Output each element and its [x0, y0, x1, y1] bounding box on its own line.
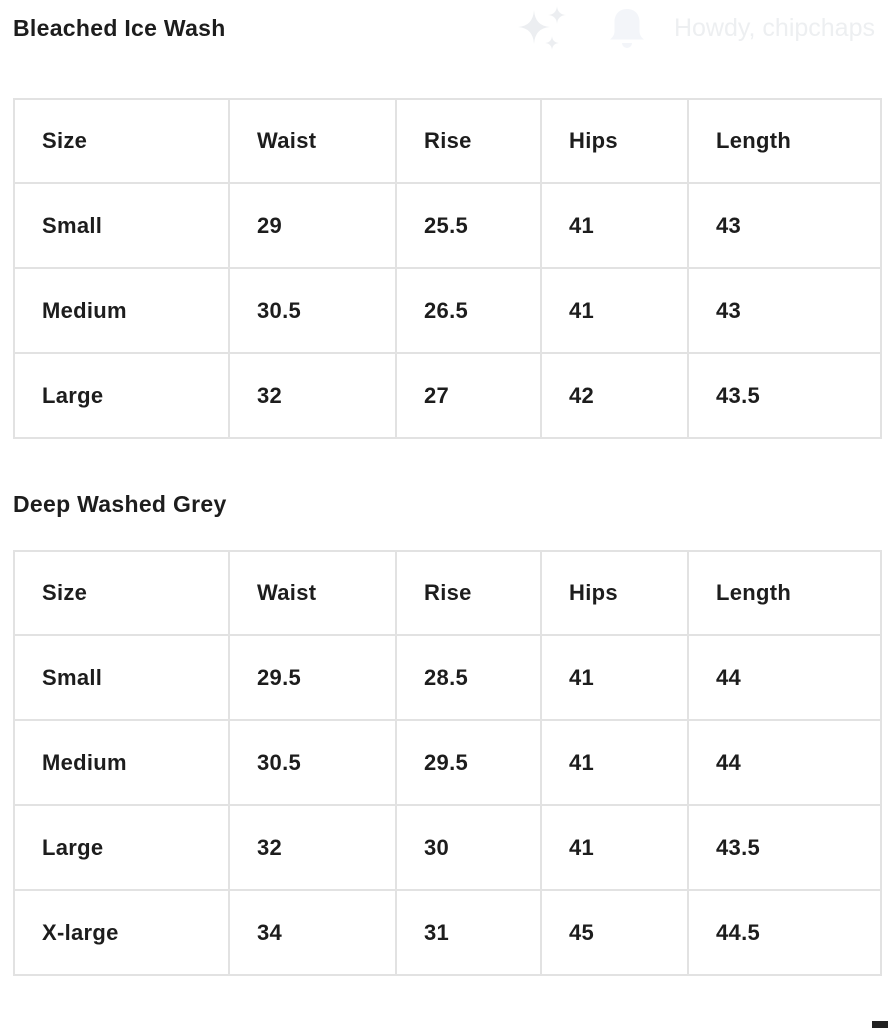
- table-cell: 32: [229, 805, 396, 890]
- table-cell: 32: [229, 353, 396, 438]
- table-cell: 41: [541, 805, 688, 890]
- column-header-waist: Waist: [229, 99, 396, 183]
- table-cell: 45: [541, 890, 688, 975]
- table-cell: 29: [229, 183, 396, 268]
- table-cell: 41: [541, 635, 688, 720]
- topbar: [0, 0, 888, 48]
- bell-icon[interactable]: [606, 6, 648, 50]
- table-header-row: [14, 99, 881, 183]
- table-cell: 43.5: [688, 805, 881, 890]
- table-row: [14, 268, 881, 353]
- table-cell: 30.5: [229, 268, 396, 353]
- table-cell: 44.5: [688, 890, 881, 975]
- section-title-deep-washed-grey: Deep Washed Grey: [13, 491, 227, 517]
- table-cell: Small: [14, 183, 229, 268]
- column-header-rise: Rise: [396, 99, 541, 183]
- size-table-deep-washed-grey: [13, 550, 882, 976]
- table-cell: 41: [541, 268, 688, 353]
- column-header-rise: Rise: [396, 551, 541, 635]
- page-title: Bleached Ice Wash: [13, 14, 226, 41]
- table-cell: 27: [396, 353, 541, 438]
- column-header-size: Size: [14, 551, 229, 635]
- column-header-length: Length: [688, 99, 881, 183]
- table-cell: 29.5: [396, 720, 541, 805]
- table-cell: 30.5: [229, 720, 396, 805]
- table-row: [14, 805, 881, 890]
- size-table-bleached-ice-wash: [13, 98, 882, 439]
- table-cell: 25.5: [396, 183, 541, 268]
- column-header-length: Length: [688, 551, 881, 635]
- table-cell: Small: [14, 635, 229, 720]
- table-row: [14, 183, 881, 268]
- table-header-row: [14, 551, 881, 635]
- table-cell: 43: [688, 183, 881, 268]
- sparkles-icon[interactable]: [516, 5, 568, 51]
- table-cell: 43: [688, 268, 881, 353]
- table-cell: Medium: [14, 268, 229, 353]
- table-cell: Medium: [14, 720, 229, 805]
- table-cell: X-large: [14, 890, 229, 975]
- horizontal-scrollbar-thumb[interactable]: [872, 1021, 888, 1028]
- table-cell: 42: [541, 353, 688, 438]
- table-row: [14, 890, 881, 975]
- table-cell: 43.5: [688, 353, 881, 438]
- table-cell: Large: [14, 353, 229, 438]
- table-cell: 41: [541, 183, 688, 268]
- table-cell: 30: [396, 805, 541, 890]
- table-cell: 41: [541, 720, 688, 805]
- table-cell: 28.5: [396, 635, 541, 720]
- table-cell: 44: [688, 635, 881, 720]
- table-row: [14, 635, 881, 720]
- table-cell: 31: [396, 890, 541, 975]
- table-cell: 34: [229, 890, 396, 975]
- column-header-hips: Hips: [541, 99, 688, 183]
- table-cell: Large: [14, 805, 229, 890]
- table-cell: 29.5: [229, 635, 396, 720]
- table-cell: 26.5: [396, 268, 541, 353]
- table-row: [14, 720, 881, 805]
- user-greeting[interactable]: Howdy, chipchaps: [673, 13, 875, 42]
- column-header-size: Size: [14, 99, 229, 183]
- topbar-right: [516, 5, 875, 51]
- column-header-waist: Waist: [229, 551, 396, 635]
- table-row: [14, 353, 881, 438]
- column-header-hips: Hips: [541, 551, 688, 635]
- table-cell: 44: [688, 720, 881, 805]
